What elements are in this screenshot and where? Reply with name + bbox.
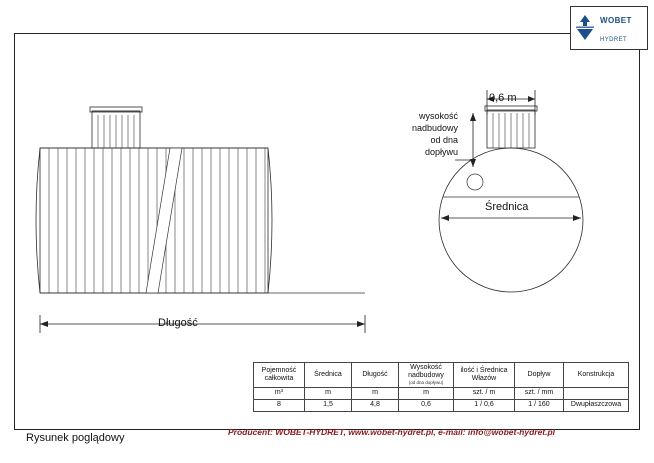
th-manholes: ilość i Średnica Włazów [454, 363, 515, 388]
value-manholes: 1 / 0,6 [454, 400, 515, 412]
producer-line: Producent: WOBET-HYDRET, www.wobet-hydret.pl, e-mail: info@wobet-hydret.pl [228, 427, 556, 437]
diameter-label: Średnica [482, 201, 531, 213]
th-capacity: Pojemność całkowita [254, 363, 305, 388]
tank-front-circle [439, 148, 583, 292]
spec-table-header-row [254, 363, 629, 388]
th-diameter: Średnica [305, 363, 352, 388]
logo-sub: HYDRET [600, 37, 628, 43]
unit-inflow: szt. / mm [515, 388, 564, 400]
spec-table [253, 362, 629, 412]
manhole-riser-side [90, 107, 142, 148]
unit-length: m [352, 388, 399, 400]
drawing-caption: Rysunek poglądowy [26, 432, 125, 444]
length-label: Długość [158, 317, 198, 329]
note-line-4: dopływu [424, 147, 458, 157]
table-row [254, 400, 629, 412]
th-construction: Konstrukcja [564, 363, 629, 388]
unit-diameter: m [305, 388, 352, 400]
value-length: 4,8 [352, 400, 399, 412]
value-inflow: 1 / 160 [515, 400, 564, 412]
diameter-dimension [441, 215, 581, 221]
unit-capacity: m³ [254, 388, 305, 400]
note-line-1: wysokość [418, 111, 458, 121]
spec-table-units-row [254, 388, 629, 400]
value-superstructure-height: 0,6 [399, 400, 454, 412]
th-superstructure-height-sub: (od dna dopływu) [408, 380, 444, 386]
company-logo-box [570, 6, 648, 50]
unit-manholes: szt. / m [454, 388, 515, 400]
unit-construction [564, 388, 629, 400]
value-construction: Dwupłaszczowa [564, 400, 629, 412]
wobet-hydret-logo-icon [574, 13, 596, 43]
unit-superstructure-height: m [399, 388, 454, 400]
th-length: Długość [352, 363, 399, 388]
value-diameter: 1,5 [305, 400, 352, 412]
tank-side-body [36, 148, 272, 293]
length-dimension [40, 315, 365, 333]
logo-name: WOBET [600, 15, 632, 25]
riser-dimension-label: 0,6 m [489, 92, 517, 104]
manhole-riser-front [485, 106, 537, 148]
th-superstructure-height: Wysokość nadbudowy (od dna dopływu) [399, 363, 454, 388]
front-view-drawing [435, 85, 620, 350]
note-line-2: nadbudowy [411, 123, 458, 133]
th-inflow: Dopływ [515, 363, 564, 388]
note-line-3: od dna [430, 135, 458, 145]
side-view-drawing [22, 95, 382, 385]
value-capacity: 8 [254, 400, 305, 412]
logo-text [600, 10, 644, 47]
